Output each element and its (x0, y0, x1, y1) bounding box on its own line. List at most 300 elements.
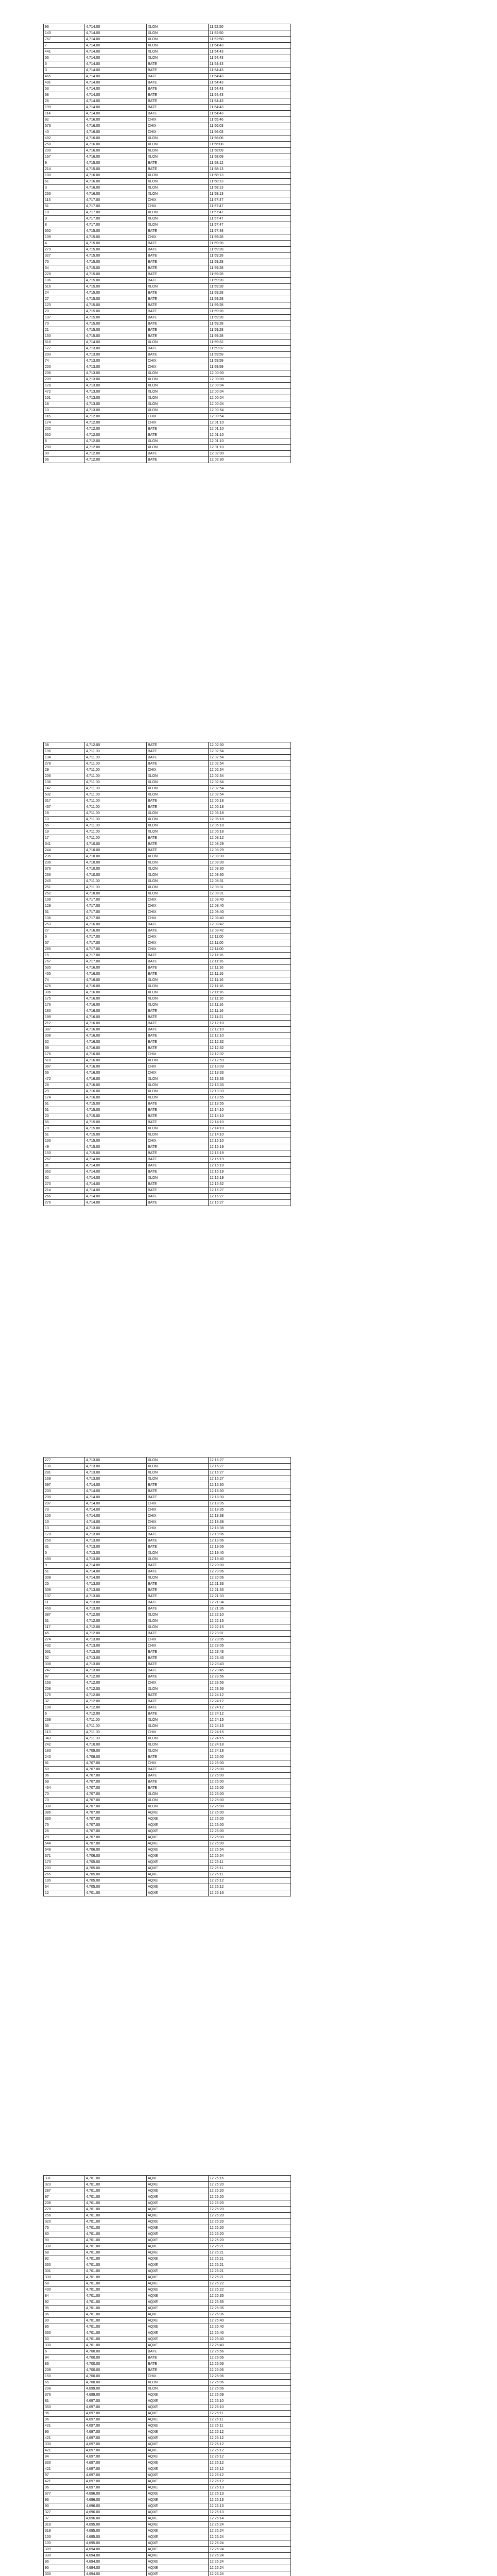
table-row (44, 2417, 291, 2423)
volume-cell: 52 (44, 1175, 85, 1181)
venue-cell: BATE (147, 457, 209, 463)
table-row (44, 2231, 291, 2238)
table-row (44, 395, 291, 401)
volume-cell: 28 (44, 1082, 85, 1089)
volume-cell: 180 (44, 1008, 85, 1014)
time-cell: 11:55:46 (209, 117, 291, 123)
time-cell: 12:26:09 (209, 2392, 291, 2398)
venue-cell: XLON (147, 817, 209, 823)
venue-cell: BATE (147, 451, 209, 457)
volume-cell: 266 (44, 1194, 85, 1200)
price-cell: 4,711.00 (85, 823, 147, 829)
volume-cell: 258 (44, 142, 85, 148)
table-row (44, 234, 291, 241)
price-cell: 4,695.00 (85, 2522, 147, 2528)
time-cell: 11:56:08 (209, 142, 291, 148)
venue-cell: BATE (147, 835, 209, 841)
price-cell: 4,712.00 (85, 1631, 147, 1637)
volume-cell: 13 (44, 1526, 85, 1532)
volume-cell: 251 (44, 885, 85, 891)
volume-cell: 247 (44, 1668, 85, 1674)
price-cell: 4,716.00 (85, 984, 147, 990)
venue-cell: BATE (147, 1662, 209, 1668)
table-row (44, 2392, 291, 2398)
volume-cell: 25 (44, 1581, 85, 1587)
venue-cell: BATE (147, 1705, 209, 1711)
table-row (44, 383, 291, 389)
price-cell: 4,701.00 (85, 2299, 147, 2306)
volume-cell: 101 (44, 395, 85, 401)
price-cell: 4,707.00 (85, 1785, 147, 1791)
table-row (44, 1754, 291, 1760)
time-cell: 12:25:20 (209, 2238, 291, 2244)
price-cell: 4,714.00 (85, 86, 147, 92)
table-row (44, 1804, 291, 1810)
venue-cell: CHIX (147, 204, 209, 210)
table-row (44, 2293, 291, 2299)
venue-cell: BATE (147, 798, 209, 804)
table-row (44, 2547, 291, 2553)
venue-cell: XLON (147, 185, 209, 191)
price-cell: 4,701.00 (85, 2256, 147, 2262)
time-cell: 12:26:12 (209, 2448, 291, 2454)
price-cell: 4,716.00 (85, 1039, 147, 1045)
venue-cell: BATE (147, 1008, 209, 1014)
time-cell: 11:57:47 (209, 222, 291, 228)
time-cell: 12:25:16 (209, 2176, 291, 2182)
volume-cell: 472 (44, 389, 85, 395)
time-cell: 12:23:56 (209, 1680, 291, 1686)
table-row (44, 222, 291, 228)
price-cell: 4,701.00 (85, 2268, 147, 2275)
time-cell: 12:25:00 (209, 1779, 291, 1785)
table-row (44, 1686, 291, 1692)
time-cell: 12:26:06 (209, 2374, 291, 2380)
venue-cell: BATE (147, 1779, 209, 1785)
time-cell: 12:01:10 (209, 432, 291, 438)
venue-cell: XLON (147, 408, 209, 414)
table-row (44, 1464, 291, 1470)
venue-cell: BATE (147, 1181, 209, 1188)
time-cell: 11:59:59 (209, 352, 291, 358)
time-cell: 11:54:43 (209, 49, 291, 55)
price-cell: 4,713.00 (85, 1581, 147, 1587)
time-cell: 12:11:00 (209, 934, 291, 940)
time-cell: 12:24:15 (209, 1717, 291, 1723)
table-row (44, 2287, 291, 2293)
time-cell: 12:18:35 (209, 1507, 291, 1513)
volume-cell: 203 (44, 1488, 85, 1495)
price-cell: 4,711.00 (85, 835, 147, 841)
venue-cell: XLON (147, 179, 209, 185)
venue-cell: BATE (147, 1754, 209, 1760)
venue-cell: BATE (147, 1163, 209, 1169)
table-row (44, 1847, 291, 1853)
price-cell: 4,716.00 (85, 1021, 147, 1027)
table-row (44, 2225, 291, 2231)
venue-cell: AQXE (147, 1822, 209, 1828)
time-cell: 11:59:28 (209, 247, 291, 253)
price-cell: 4,697.00 (85, 2442, 147, 2448)
table-row (44, 1519, 291, 1526)
table-row (44, 1810, 291, 1816)
venue-cell: CHIX (147, 123, 209, 129)
price-cell: 4,715.00 (85, 228, 147, 234)
venue-cell: AQXE (147, 2497, 209, 2503)
venue-cell: BATE (147, 1150, 209, 1157)
time-cell: 12:15:19 (209, 1169, 291, 1175)
time-cell: 11:52:50 (209, 24, 291, 30)
table-row (44, 2528, 291, 2534)
time-cell: 12:25:35 (209, 2306, 291, 2312)
time-cell: 12:16:30 (209, 1482, 291, 1488)
venue-cell: CHIX (147, 364, 209, 370)
venue-cell: XLON (147, 1089, 209, 1095)
volume-cell: 90 (44, 2318, 85, 2324)
price-cell: 4,713.00 (85, 1662, 147, 1668)
venue-cell: XLON (147, 37, 209, 43)
volume-cell: 114 (44, 111, 85, 117)
table-row (44, 1569, 291, 1575)
venue-cell: BATE (147, 253, 209, 259)
price-cell: 4,697.00 (85, 2448, 147, 2454)
venue-cell: AQXE (147, 1859, 209, 1866)
price-cell: 4,695.00 (85, 2528, 147, 2534)
price-cell: 4,712.00 (85, 1612, 147, 1618)
price-cell: 4,717.00 (85, 216, 147, 222)
price-cell: 4,713.00 (85, 1643, 147, 1649)
time-cell: 12:19:06 (209, 1532, 291, 1538)
table-row (44, 284, 291, 290)
price-cell: 4,713.00 (85, 1655, 147, 1662)
price-cell: 4,701.00 (85, 2244, 147, 2250)
table-row (44, 2503, 291, 2510)
time-cell: 12:15:52 (209, 1181, 291, 1188)
venue-cell: CHIX (147, 946, 209, 953)
venue-cell: AQXE (147, 1866, 209, 1872)
volume-cell: 516 (44, 284, 85, 290)
time-cell: 12:11:16 (209, 990, 291, 996)
time-cell: 12:23:01 (209, 1631, 291, 1637)
time-cell: 12:12:59 (209, 1058, 291, 1064)
venue-cell: CHIX (147, 1526, 209, 1532)
venue-cell: XLON (147, 1723, 209, 1730)
volume-cell: 142 (44, 786, 85, 792)
price-cell: 4,694.00 (85, 2553, 147, 2559)
venue-cell: AQXE (147, 2336, 209, 2343)
price-cell: 4,707.00 (85, 1798, 147, 1804)
volume-cell: 18 (44, 401, 85, 408)
time-cell: 12:08:42 (209, 928, 291, 934)
price-cell: 4,701.00 (85, 2231, 147, 2238)
venue-cell: XLON (147, 43, 209, 49)
trades-table (43, 2175, 291, 2576)
price-cell: 4,697.00 (85, 2479, 147, 2485)
price-cell: 4,715.00 (85, 1101, 147, 1107)
venue-cell: XLON (147, 1798, 209, 1804)
time-cell: 12:26:13 (209, 2503, 291, 2510)
volume-cell: 95 (44, 2324, 85, 2330)
table-row (44, 2349, 291, 2355)
price-cell: 4,713.00 (85, 1637, 147, 1643)
venue-cell: XLON (147, 1076, 209, 1082)
volume-cell: 65 (44, 2380, 85, 2386)
volume-cell: 69 (44, 1779, 85, 1785)
volume-cell: 36 (44, 1723, 85, 1730)
time-cell: 12:08:12 (209, 835, 291, 841)
table-row (44, 92, 291, 98)
time-cell: 11:59:28 (209, 265, 291, 272)
volume-cell: 330 (44, 2442, 85, 2448)
venue-cell: BATE (147, 105, 209, 111)
venue-cell: BATE (147, 309, 209, 315)
volume-cell: 96 (44, 2559, 85, 2565)
table-row (44, 2207, 291, 2213)
volume-cell: 183 (44, 1748, 85, 1754)
time-cell: 12:26:24 (209, 2540, 291, 2547)
venue-cell: BATE (147, 333, 209, 340)
venue-cell: XLON (147, 2380, 209, 2386)
time-cell: 12:26:14 (209, 2516, 291, 2522)
venue-cell: XLON (147, 885, 209, 891)
table-row (44, 1618, 291, 1624)
price-cell: 4,701.00 (85, 2182, 147, 2188)
venue-cell: AQXE (147, 2176, 209, 2182)
volume-cell: 143 (44, 30, 85, 37)
volume-cell: 31 (44, 1544, 85, 1550)
price-cell: 4,711.00 (85, 804, 147, 810)
price-cell: 4,696.00 (85, 2503, 147, 2510)
volume-cell: 68 (44, 92, 85, 98)
time-cell: 11:54:43 (209, 74, 291, 80)
time-cell: 12:05:18 (209, 817, 291, 823)
table-row (44, 228, 291, 234)
table-row (44, 1470, 291, 1476)
time-cell: 12:12:32 (209, 1039, 291, 1045)
time-cell: 12:25:00 (209, 1828, 291, 1835)
price-cell: 4,701.00 (85, 2194, 147, 2200)
volume-cell: 238 (44, 1717, 85, 1723)
venue-cell: BATE (147, 98, 209, 105)
time-cell: 11:54:43 (209, 98, 291, 105)
table-row (44, 798, 291, 804)
volume-cell: 214 (44, 1188, 85, 1194)
venue-cell: BATE (147, 259, 209, 265)
volume-cell: 92 (44, 2256, 85, 2262)
volume-cell: 96 (44, 2485, 85, 2491)
price-cell: 4,714.00 (85, 1482, 147, 1488)
table-row (44, 2534, 291, 2540)
volume-cell: 18 (44, 210, 85, 216)
table-row (44, 1798, 291, 1804)
time-cell: 12:11:16 (209, 996, 291, 1002)
volume-cell: 80 (44, 2231, 85, 2238)
price-cell: 4,715.00 (85, 1126, 147, 1132)
volume-cell: 8 (44, 222, 85, 228)
time-cell: 12:02:54 (209, 786, 291, 792)
table-row (44, 2213, 291, 2219)
time-cell: 12:25:00 (209, 1841, 291, 1847)
volume-cell: 327 (44, 2510, 85, 2516)
price-cell: 4,697.00 (85, 2472, 147, 2479)
time-cell: 12:15:19 (209, 1150, 291, 1157)
venue-cell: AQXE (147, 2231, 209, 2238)
volume-cell: 209 (44, 148, 85, 154)
time-cell: 11:56:06 (209, 135, 291, 142)
table-row (44, 377, 291, 383)
price-cell: 4,715.00 (85, 1120, 147, 1126)
price-cell: 4,711.00 (85, 798, 147, 804)
volume-cell: 532 (44, 792, 85, 798)
volume-cell: 113 (44, 1730, 85, 1736)
venue-cell: AQXE (147, 2287, 209, 2293)
table-row (44, 1538, 291, 1544)
price-cell: 4,696.00 (85, 2491, 147, 2497)
venue-cell: BATE (147, 965, 209, 971)
price-cell: 4,712.00 (85, 445, 147, 451)
price-cell: 4,713.00 (85, 401, 147, 408)
table-row (44, 1872, 291, 1878)
venue-cell: BATE (147, 1563, 209, 1569)
venue-cell: XLON (147, 1002, 209, 1008)
price-cell: 4,697.00 (85, 2411, 147, 2417)
price-cell: 4,711.00 (85, 1723, 147, 1730)
price-cell: 4,716.00 (85, 1064, 147, 1070)
time-cell: 12:26:11 (209, 2423, 291, 2429)
table-row (44, 1194, 291, 1200)
time-cell: 12:02:54 (209, 779, 291, 786)
price-cell: 4,712.00 (85, 1692, 147, 1699)
venue-cell: BATE (147, 228, 209, 234)
table-row (44, 1643, 291, 1649)
venue-cell: AQXE (147, 2268, 209, 2275)
time-cell: 12:14:10 (209, 1107, 291, 1113)
trades-table-body (44, 2176, 291, 2576)
venue-cell: XLON (147, 377, 209, 383)
price-cell: 4,697.00 (85, 2429, 147, 2435)
table-row (44, 1649, 291, 1655)
table-row (44, 749, 291, 755)
table-row (44, 1594, 291, 1600)
volume-cell: 208 (44, 1686, 85, 1692)
time-cell: 12:25:00 (209, 1804, 291, 1810)
volume-cell: 27 (44, 928, 85, 934)
price-cell: 4,712.00 (85, 1618, 147, 1624)
volume-cell: 4 (44, 241, 85, 247)
volume-cell: 279 (44, 247, 85, 253)
price-cell: 4,716.00 (85, 1002, 147, 1008)
table-row (44, 1039, 291, 1045)
price-cell: 4,716.00 (85, 1052, 147, 1058)
time-cell: 12:25:56 (209, 2349, 291, 2355)
table-row (44, 779, 291, 786)
time-cell: 12:25:36 (209, 2312, 291, 2318)
table-row (44, 117, 291, 123)
venue-cell: XLON (147, 1748, 209, 1754)
table-row (44, 1692, 291, 1699)
volume-cell: 421 (44, 2479, 85, 2485)
time-cell: 12:23:43 (209, 1662, 291, 1668)
table-row (44, 866, 291, 872)
price-cell: 4,716.00 (85, 1076, 147, 1082)
table-row (44, 2380, 291, 2386)
price-cell: 4,701.00 (85, 2213, 147, 2219)
time-cell: 12:08:31 (209, 885, 291, 891)
price-cell: 4,714.00 (85, 1200, 147, 1206)
table-row (44, 438, 291, 445)
time-cell: 12:14:10 (209, 1113, 291, 1120)
volume-cell: 61 (44, 1101, 85, 1107)
price-cell: 4,713.00 (85, 364, 147, 370)
volume-cell: 465 (44, 74, 85, 80)
table-row (44, 996, 291, 1002)
price-cell: 4,696.00 (85, 2510, 147, 2516)
time-cell: 12:13:03 (209, 1064, 291, 1070)
price-cell: 4,713.00 (85, 1600, 147, 1606)
time-cell: 11:54:43 (209, 111, 291, 117)
venue-cell: BATE (147, 426, 209, 432)
table-row (44, 2553, 291, 2559)
price-cell: 4,707.00 (85, 1816, 147, 1822)
volume-cell: 29 (44, 767, 85, 773)
table-row (44, 290, 291, 296)
venue-cell: XLON (147, 1464, 209, 1470)
table-row (44, 891, 291, 897)
venue-cell: XLON (147, 1458, 209, 1464)
price-cell: 4,705.00 (85, 1878, 147, 1884)
time-cell: 12:26:06 (209, 2361, 291, 2367)
time-cell: 12:11:16 (209, 1008, 291, 1014)
venue-cell: BATE (147, 352, 209, 358)
table-row (44, 142, 291, 148)
table-row (44, 2355, 291, 2361)
time-cell: 12:26:24 (209, 2571, 291, 2576)
table-row (44, 959, 291, 965)
table-row (44, 1532, 291, 1538)
venue-cell: XLON (147, 148, 209, 154)
time-cell: 12:25:20 (209, 2194, 291, 2200)
time-cell: 12:20:06 (209, 1575, 291, 1581)
venue-cell: XLON (147, 1686, 209, 1692)
venue-cell: AQXE (147, 2423, 209, 2429)
table-row (44, 1169, 291, 1175)
venue-cell: AQXE (147, 1890, 209, 1896)
volume-cell: 274 (44, 1637, 85, 1643)
table-row (44, 2472, 291, 2479)
volume-cell: 113 (44, 197, 85, 204)
time-cell: 12:26:12 (209, 2435, 291, 2442)
table-row (44, 1760, 291, 1767)
venue-cell: AQXE (147, 2454, 209, 2460)
time-cell: 12:21:33 (209, 1587, 291, 1594)
venue-cell: XLON (147, 1575, 209, 1581)
table-row (44, 1501, 291, 1507)
table-row (44, 1866, 291, 1872)
volume-cell: 330 (44, 2330, 85, 2336)
volume-cell: 573 (44, 123, 85, 129)
volume-cell: 376 (44, 2392, 85, 2398)
price-cell: 4,697.00 (85, 2423, 147, 2429)
trades-table-body (44, 24, 291, 463)
time-cell: 12:26:24 (209, 2528, 291, 2534)
time-cell: 12:25:40 (209, 2318, 291, 2324)
price-cell: 4,716.00 (85, 185, 147, 191)
venue-cell: CHIX (147, 1730, 209, 1736)
price-cell: 4,696.00 (85, 2497, 147, 2503)
table-row (44, 370, 291, 377)
volume-cell: 441 (44, 49, 85, 55)
time-cell: 12:23:45 (209, 1668, 291, 1674)
